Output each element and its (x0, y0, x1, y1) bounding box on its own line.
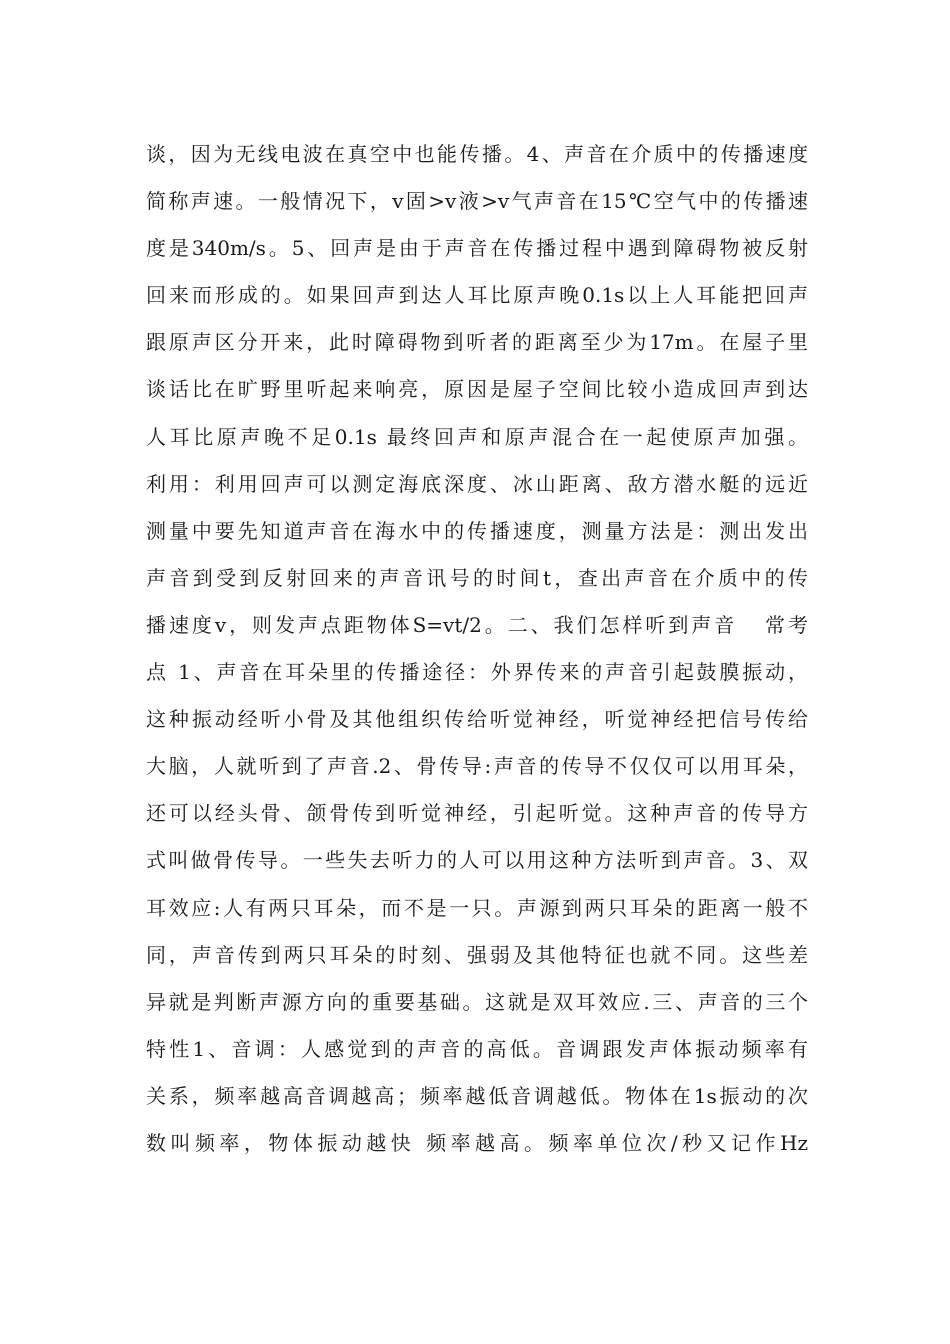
text-line: 回来而形成的。如果回声到达人耳比原声晚0.1s以上人耳能把回声 (146, 283, 808, 308)
text-line: 异就是判断声源方向的重要基础。这就是双耳效应.三、声音的三个 (146, 989, 808, 1014)
text-line: 耳效应:人有两只耳朵，而不是一只。声源到两只耳朵的距离一般不 (146, 895, 808, 920)
text-line: 播速度v，则发声点距物体S=vt/2。二、我们怎样听到声音 常考 (146, 612, 808, 637)
text-line: 特性1、音调：人感觉到的声音的高低。音调跟发声体振动频率有 (146, 1036, 808, 1061)
text-line: 同，声音传到两只耳朵的时刻、强弱及其他特征也就不同。这些差 (146, 942, 808, 967)
text-line: 式叫做骨传导。一些失去听力的人可以用这种方法听到声音。3、双 (146, 848, 808, 873)
text-line: 声音到受到反射回来的声音讯号的时间t，查出声音在介质中的传 (146, 565, 808, 590)
text-line: 简称声速。一般情况下，v固>v液>v气声音在15℃空气中的传播速 (146, 189, 808, 214)
text-line: 谈，因为无线电波在真空中也能传播。4、声音在介质中的传播速度 (146, 142, 808, 166)
text-line: 利用：利用回声可以测定海底深度、冰山距离、敌方潜水艇的远近 (146, 471, 808, 496)
text-line: 跟原声区分开来，此时障碍物到听者的距离至少为17m。在屋子里 (146, 330, 808, 355)
text-line: 关系，频率越高音调越高；频率越低音调越低。物体在1s振动的次 (146, 1083, 808, 1108)
text-line: 点 1、声音在耳朵里的传播途径：外界传来的声音引起鼓膜振动， (146, 660, 808, 685)
text-line: 数叫频率，物体振动越快 频率越高。频率单位次/秒又记作Hz (146, 1130, 808, 1155)
text-line: 人耳比原声晚不足0.1s 最终回声和原声混合在一起使原声加强。 (146, 424, 808, 449)
text-line: 谈话比在旷野里听起来响亮，原因是屋子空间比较小造成回声到达 (146, 377, 808, 402)
text-line: 测量中要先知道声音在海水中的传播速度，测量方法是：测出发出 (146, 518, 808, 543)
body-text (146, 131, 808, 1167)
text-line: 度是340m/s。5、回声是由于声音在传播过程中遇到障碍物被反射 (146, 236, 808, 261)
text-line: 还可以经头骨、颌骨传到听觉神经，引起听觉。这种声音的传导方 (146, 801, 808, 826)
text-line: 这种振动经听小骨及其他组织传给听觉神经，听觉神经把信号传给 (146, 707, 808, 732)
text-line: 大脑，人就听到了声音.2、骨传导:声音的传导不仅仅可以用耳朵， (146, 754, 808, 779)
